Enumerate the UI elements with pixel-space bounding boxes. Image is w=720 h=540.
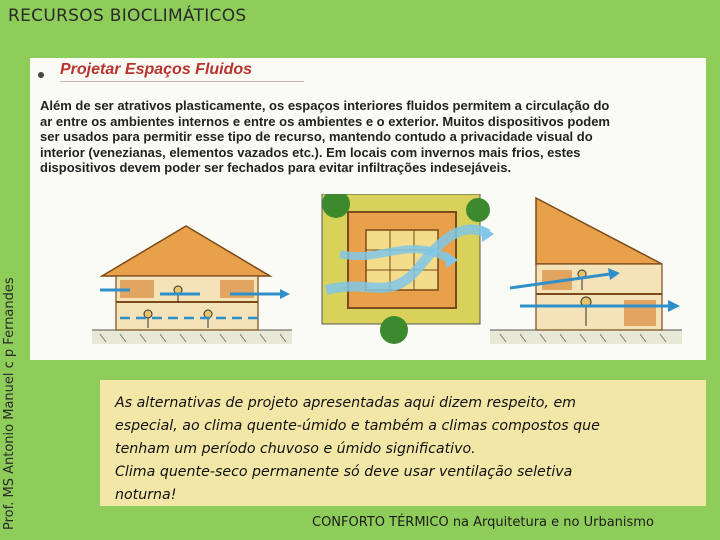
body-line: interior (venezianas, elementos vazados etc.). Em locais com invernos mais frios, estes xyxy=(40,144,581,160)
body-line: dispositivos devem poder ser fechados para evitar infiltrações indesejáveis. xyxy=(40,160,512,176)
note-line: As alternativas de projeto apresentadas aqui dizem respeito, em xyxy=(115,395,577,411)
scan-body-text xyxy=(40,98,702,176)
note-line: Clima quente-seco permanente só deve usar ventilação seletiva xyxy=(115,464,573,480)
slide-title: RECURSOS BIOCLIMÁTICOS xyxy=(8,6,247,26)
house-section-right xyxy=(510,198,680,330)
bullet-icon xyxy=(38,72,44,78)
house-section-left xyxy=(100,226,290,330)
ventilation-illustration xyxy=(90,194,686,354)
note-box xyxy=(100,380,706,506)
body-line: ser usados para permitir esse tipo de recurso, mantendo contudo a privacidade visual do xyxy=(40,129,593,145)
scanned-page xyxy=(30,58,706,360)
heading-underline xyxy=(60,81,304,82)
courtyard-plan xyxy=(322,194,494,344)
body-line: Além de ser atrativos plasticamente, os espaços interiores fluidos permitem a circulação do xyxy=(40,98,610,113)
note-line: especial, ao clima quente-úmido e também a climas compostos que xyxy=(115,418,600,434)
author-credit: Prof. MS Antonio Manuel c p Fernandes xyxy=(2,277,17,530)
body-line: ar entre os ambientes internos e entre os ambientes e o exterior. Muitos dispositivos podem xyxy=(40,113,610,129)
note-line: noturna! xyxy=(115,487,177,503)
note-text xyxy=(115,392,700,507)
footer-caption: CONFORTO TÉRMICO na Arquitetura e no Urbanismo xyxy=(312,515,654,530)
note-line: tenham um período chuvoso e úmido significativo. xyxy=(115,441,476,457)
scan-heading: Projetar Espaços Fluidos xyxy=(60,61,253,78)
